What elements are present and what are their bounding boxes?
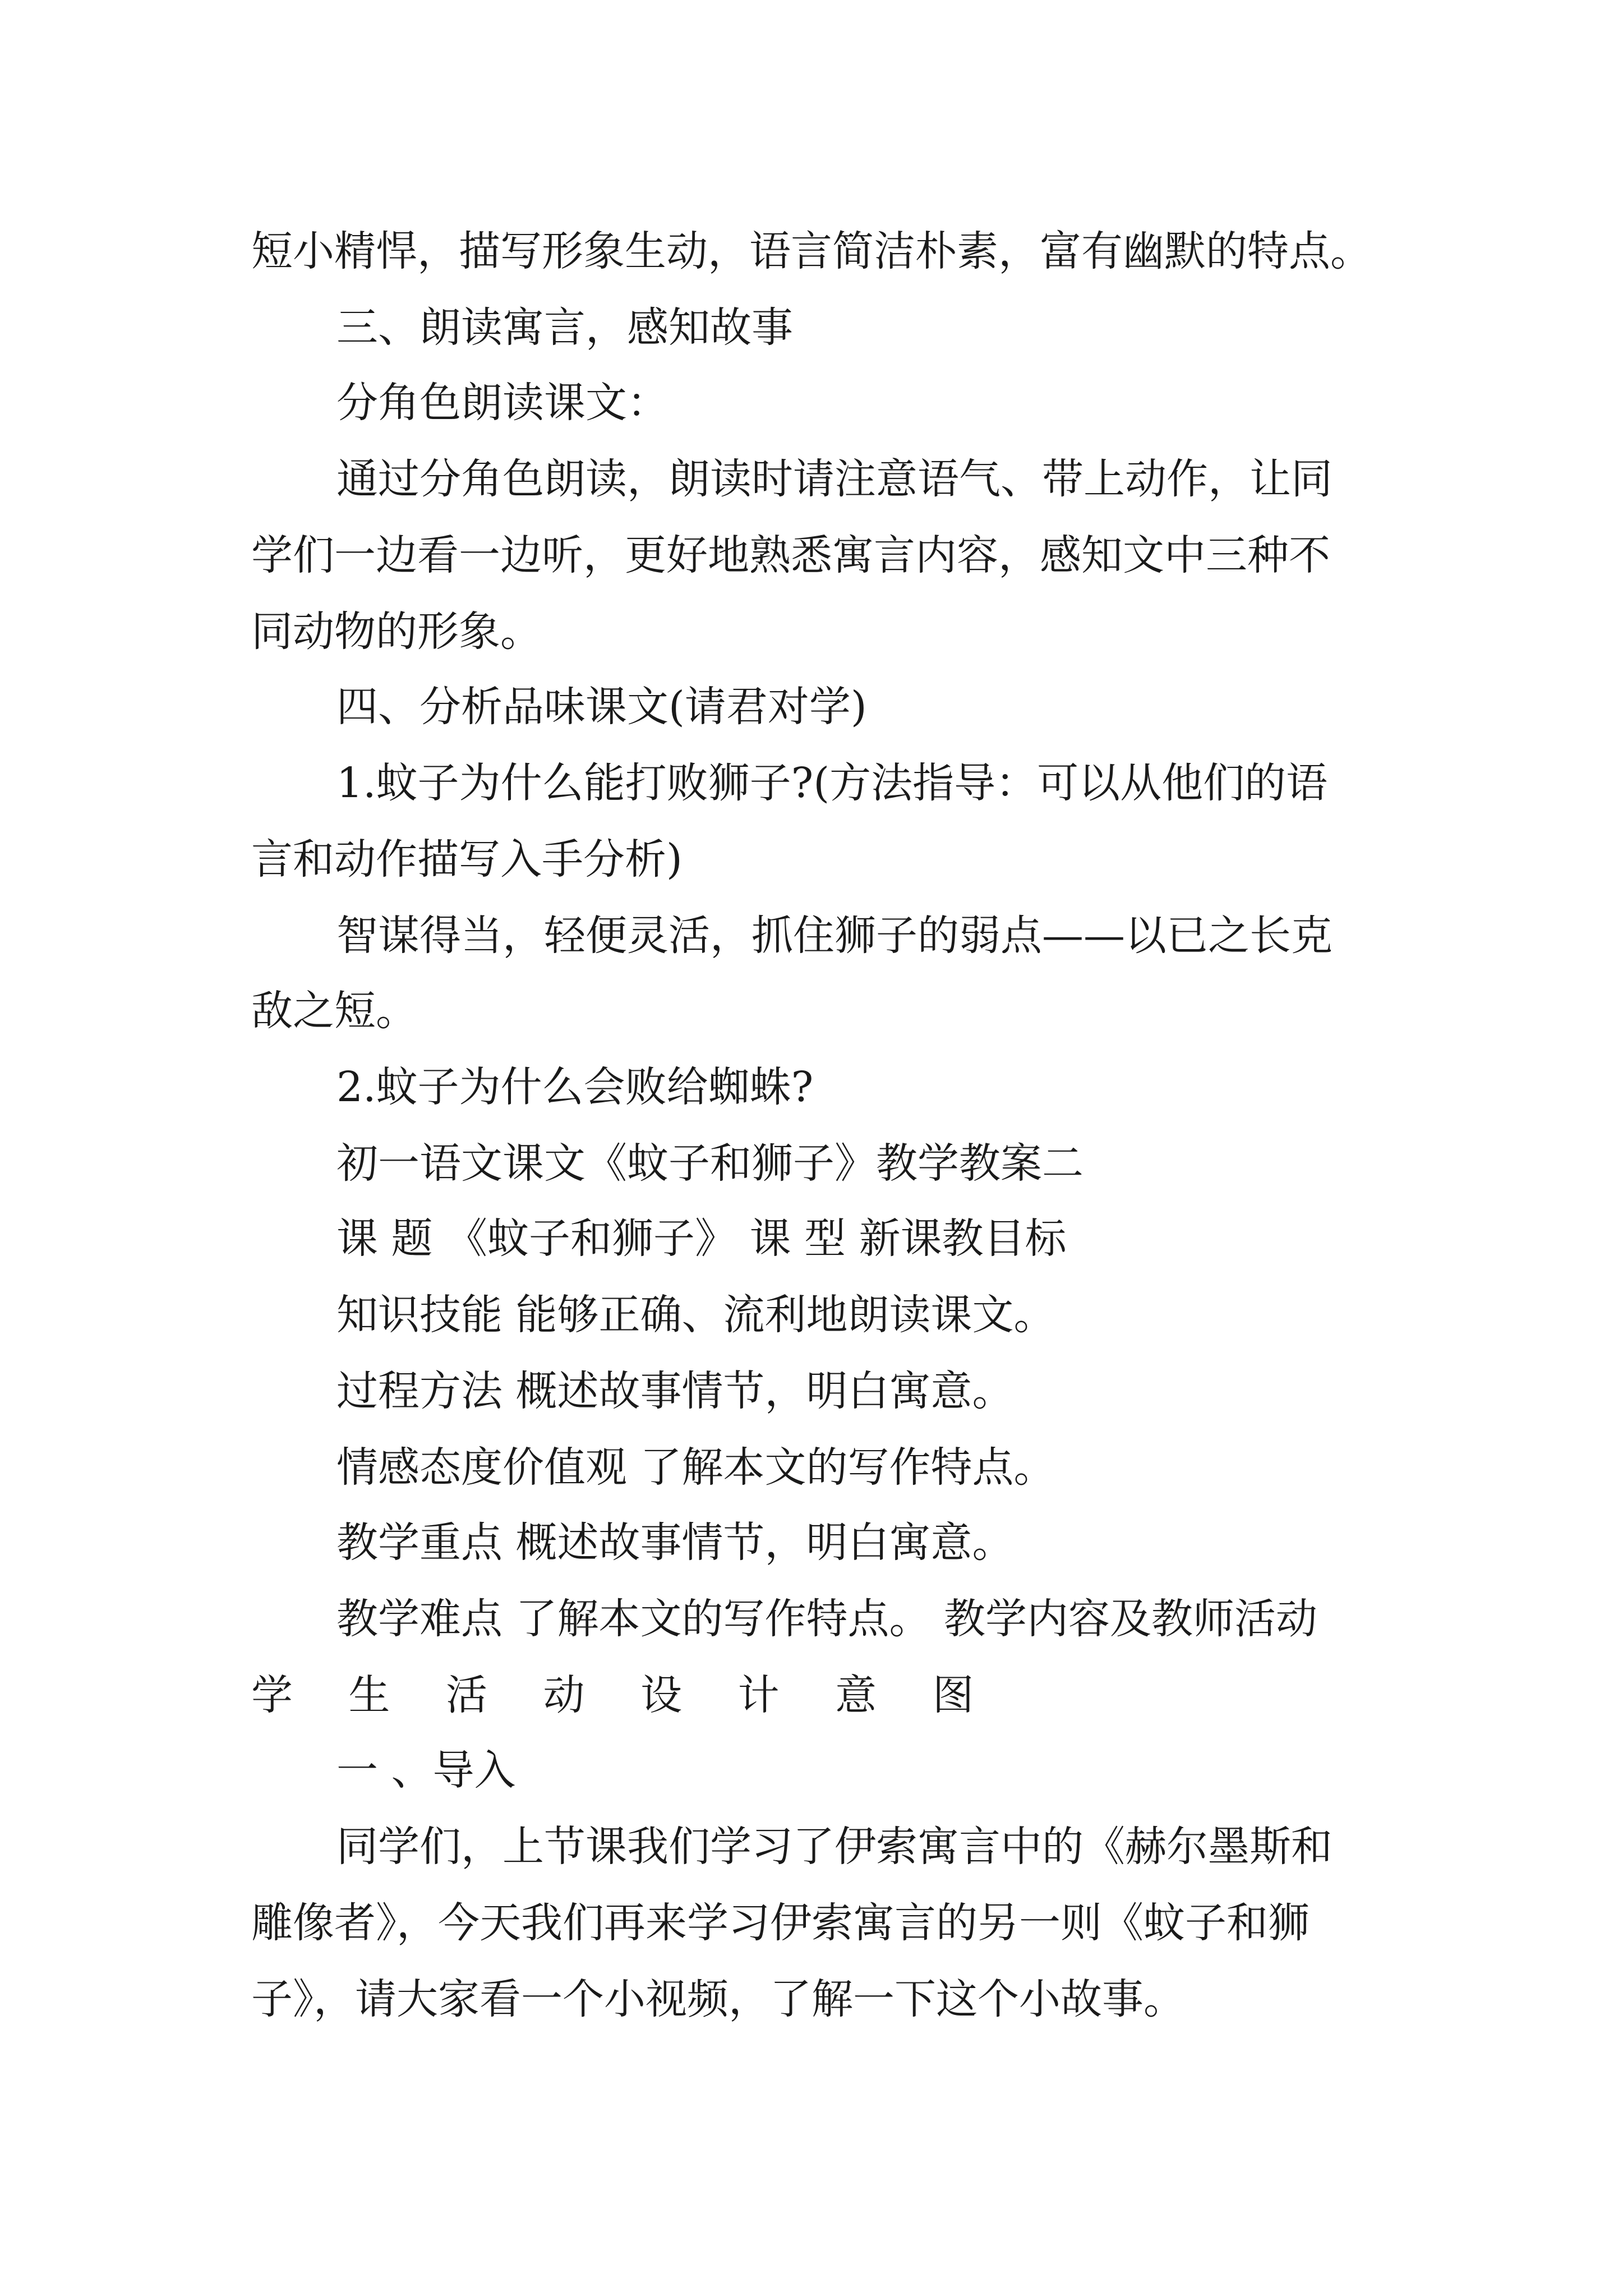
text-line: 言和动作描写入手分析): [251, 835, 683, 884]
text-line: 1.蚊子为什么能打败狮子?(方法指导：可以从他们的语: [336, 759, 1328, 807]
text-line: 教学难点 了解本文的写作特点。 教学内容及教师活动: [336, 1595, 1318, 1643]
text-line: 同学们，上节课我们学习了伊索寓言中的《赫尔墨斯和: [336, 1823, 1332, 1871]
text-line: 课 题 《蚊子和狮子》 课 型 新课教目标: [336, 1214, 1067, 1263]
text-line: 敌之短。: [251, 987, 417, 1035]
text-line: 情感态度价值观 了解本文的写作特点。: [336, 1443, 1055, 1492]
text-line: 知识技能 能够正确、流利地朗读课文。: [336, 1291, 1055, 1339]
text-line: 智谋得当，轻便灵活，抓住狮子的弱点——以已之长克: [336, 912, 1332, 960]
text-line: 2.蚊子为什么会败给蜘蛛?: [336, 1063, 814, 1111]
section-heading: 一 、导入: [336, 1746, 516, 1795]
section-heading: 四、分析品味课文(请君对学): [336, 683, 867, 731]
text-line: 过程方法 概述故事情节，明白寓意。: [336, 1367, 1014, 1415]
text-line: 分角色朗读课文：: [336, 379, 668, 427]
text-line: 学们一边看一边听，更好地熟悉寓言内容，感知文中三种不: [251, 531, 1330, 579]
text-line: 同动物的形象。: [251, 608, 542, 656]
text-line: 通过分角色朗读，朗读时请注意语气、带上动作，让同: [336, 455, 1332, 503]
text-line: 短小精悍，描写形象生动，语言简洁朴素，富有幽默的特点。: [251, 227, 1372, 275]
text-line: 教学重点 概述故事情节，明白寓意。: [336, 1519, 1014, 1567]
text-line: 雕像者》，今天我们再来学习伊索寓言的另一则《蚊子和狮: [251, 1899, 1310, 1947]
text-line: 子》，请大家看一个小视频，了解一下这个小故事。: [251, 1975, 1185, 2023]
text-line: 学 生 活 动 设 计 意 图: [251, 1671, 995, 1719]
document-subtitle: 初一语文课文《蚊子和狮子》教学教案二: [336, 1139, 1083, 1188]
section-heading: 三、朗读寓言，感知故事: [336, 303, 793, 352]
